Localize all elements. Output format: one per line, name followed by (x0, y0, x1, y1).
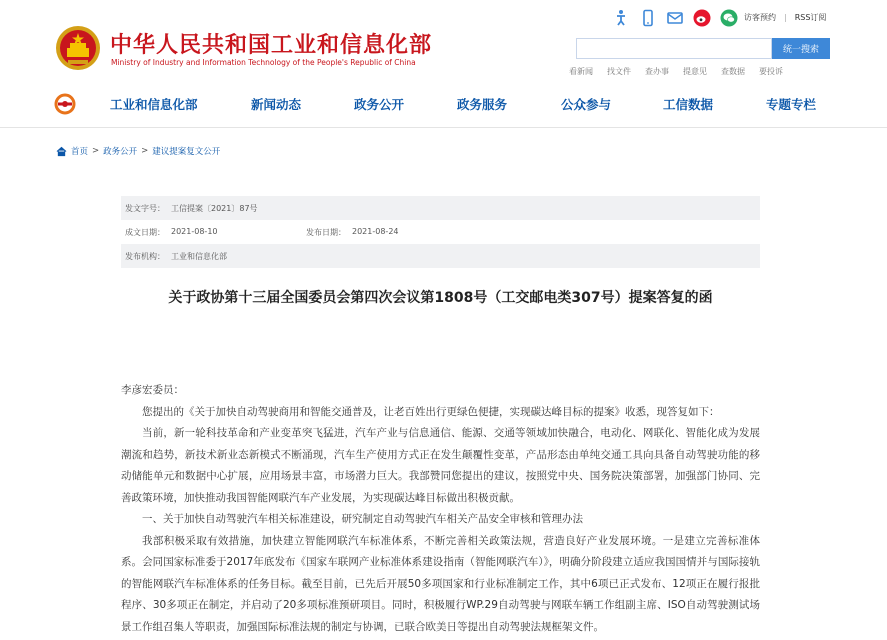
site-subtitle: Ministry of Industry and Information Technology of the People's Republic of China (111, 58, 416, 67)
nav-item-government-services[interactable]: 政务服务 (457, 97, 508, 112)
salutation: 李彦宏委员： (121, 384, 184, 396)
section-heading: 一、关于加快自动驾驶汽车相关标准建设，研究制定自动驾驶汽车相关产品安全审核和管理办法 (142, 513, 583, 525)
rss-link[interactable]: RSS订阅 (794, 13, 827, 22)
body-paragraph: 您提出的《关于加快自动驾驶商用和智能交通普及，让老百姓出行更绿色便捷，实现碳达峰目标的提案》收悉，现答复如下： (142, 405, 720, 418)
meta-row-dates (121, 220, 760, 244)
breadcrumb-proposals[interactable]: 建议提案复文公开 (152, 147, 221, 157)
nav-item-government-affairs[interactable]: 政务公开 (354, 97, 405, 112)
quick-link-news[interactable]: 看新闻 (569, 67, 593, 76)
issuer-value: 工业和信息化部 (171, 251, 227, 261)
nav-item-ministry[interactable]: 工业和信息化部 (110, 97, 198, 112)
body-paragraph: 我部积极采取有效措施，加快建立智能网联汽车标准体系，不断完善相关政策法规，营造良好产业发展环境。一是建立完善标准体系。会同国家标准委于2017年底发布《国家车联网产业标准体系建设指南（智能网联汽车）》，明确分阶段建立适应我国国情并与国际接轨的智能网联汽车标准体系的任务目标。截至目前，已先后开展50多项国家和行业标准制定工作，其中6项已正式发布、12项正在履行报批程序、30多项正在制定，并启动了20多项标准预研项目。同时，积极履行WP.29自动驾驶与网联车辆工作组副主席、ISO自动驾驶测试场景工作组召集人等职责，加强国际标准法规的制定与协调，已联合欧美日等提出自动驾驶法规框架文件。 (121, 534, 760, 633)
mobile-icon[interactable] (639, 9, 657, 27)
top-links (744, 12, 826, 23)
created-date-value: 2021-08-10 (171, 226, 218, 236)
email-icon[interactable] (666, 9, 684, 27)
nav-item-special-topics[interactable]: 专题专栏 (766, 97, 817, 112)
nav-item-news[interactable]: 新闻动态 (251, 97, 302, 112)
document-body (121, 380, 760, 638)
doc-number-label: 发文字号： (125, 203, 165, 213)
document-title: 关于政协第十三届全国委员会第四次会议第1808号（工交邮电类307号）提案答复的函 (168, 290, 713, 306)
top-icon-bar (612, 9, 747, 27)
home-icon[interactable] (56, 146, 67, 157)
accessibility-icon[interactable] (612, 9, 630, 27)
breadcrumb-government-affairs[interactable]: 政务公开 (103, 147, 138, 157)
breadcrumb-separator: > (92, 146, 100, 156)
meta-row-doc-number (121, 196, 760, 220)
main-nav (54, 92, 834, 116)
meta-row-issuer (121, 244, 760, 268)
doc-number-value: 工信提案〔2021〕87号 (171, 203, 258, 213)
national-emblem-logo[interactable] (54, 24, 102, 72)
document-meta (121, 196, 760, 268)
created-date-label: 成文日期： (125, 227, 165, 237)
quick-link-services[interactable]: 查办事 (645, 67, 669, 76)
body-paragraph: 当前，新一轮科技革命和产业变革突飞猛进，汽车产业与信息通信、能源、交通等领域加快融合，电动化、网联化、智能化成为发展潮流和趋势，新技术新业态新模式不断涌现，汽车生产使用方式正在发生颠覆性变革，产品形态由单纯交通工具向具备自动驾驶功能的移动储能单元和数据中心扩展，应用场景丰富，市场潜力巨大。我部赞同您提出的建议，按照党中央、国务院决策部署，加强部门协同、完善政策环境，加快推动我国智能网联汽车产业发展，为实现碳达峰目标做出积极贡献。 (121, 427, 760, 504)
nav-item-data[interactable]: 工信数据 (663, 97, 714, 112)
breadcrumb-separator: > (141, 146, 149, 156)
search-input[interactable] (576, 38, 772, 59)
quick-links (569, 66, 797, 77)
nav-item-public-participation[interactable]: 公众参与 (561, 97, 612, 112)
issuer-label: 发布机构： (125, 251, 165, 261)
site-header (0, 0, 887, 128)
breadcrumb-home[interactable]: 首页 (71, 147, 89, 157)
quick-link-complaint[interactable]: 要投诉 (759, 67, 783, 76)
weibo-icon[interactable] (693, 9, 711, 27)
quick-link-data[interactable]: 查数据 (721, 67, 745, 76)
breadcrumb (56, 145, 220, 157)
search-button[interactable]: 统一搜索 (772, 38, 830, 59)
published-date-value: 2021-08-24 (352, 226, 399, 236)
quick-link-files[interactable]: 找文件 (607, 67, 631, 76)
wechat-icon[interactable] (720, 9, 738, 27)
quick-link-feedback[interactable]: 提意见 (683, 67, 707, 76)
published-date-label: 发布日期： (306, 227, 346, 237)
site-title: 中华人民共和国工业和信息化部 (110, 33, 433, 58)
visitor-appointment-link[interactable]: 访客预约 (744, 13, 776, 22)
divider: | (784, 13, 787, 22)
home-logo-icon[interactable] (54, 93, 76, 115)
